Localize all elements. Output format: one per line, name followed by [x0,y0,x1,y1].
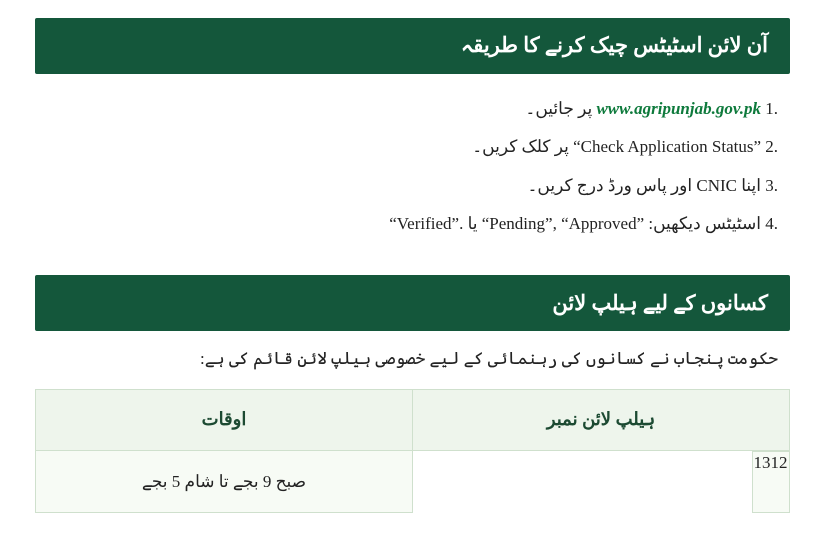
step-joiner: یا [467,214,478,234]
column-header-helpline-number: ہیلپ لائن نمبر [413,389,790,450]
step-number: 3. [765,175,778,195]
cell-timings: صبح 9 بجے تا شام 5 بجے [36,450,413,513]
spacer [35,249,790,275]
steps-list [47,90,778,243]
status-verified-label: “Verified”. [389,214,464,234]
step-text: پر جائیں۔ [525,99,593,118]
helpline-intro-text: حکومت پنجاب نے کسانوں کی رہنمائی کے لیے خصوصی ہیلپ لائن قائم کی ہے: [200,349,778,369]
check-application-status-label: “Check Application Status” [573,137,761,157]
table-body [36,450,790,513]
table-head [36,389,790,450]
step-number: 1. [765,99,778,118]
section-banner-title: کسانوں کے لیے ہیلپ لائن [552,290,768,315]
section-banner-helpline [35,275,790,331]
step-text-pre: اپنا [741,175,761,195]
step-number: 2. [765,137,778,157]
table-header-row [36,389,790,450]
section-banner-online-status [35,18,790,74]
status-values-label: “Pending”, “Approved” [481,214,645,234]
agripunjab-link[interactable]: www.agripunjab.gov.pk [596,99,761,118]
step-text: پر کلک کریں۔ [472,137,569,157]
list-item [47,90,778,128]
step-number: 4. [765,214,778,234]
column-header-timings: اوقات [36,389,413,450]
step-text-pre: اسٹیٹس دیکھیں: [648,214,761,234]
steps-container [35,74,790,249]
step-text: اور پاس ورڈ درج کریں۔ [527,175,693,195]
cnic-label: CNIC [696,175,737,195]
table-row [36,450,790,513]
section-banner-title: آن لائن اسٹیٹس چیک کرنے کا طریقہ [460,33,768,58]
list-item [47,205,778,243]
list-item [47,128,778,166]
list-item [47,167,778,205]
helpline-table [35,389,790,514]
cell-helpline-number: 1312 [752,451,790,513]
